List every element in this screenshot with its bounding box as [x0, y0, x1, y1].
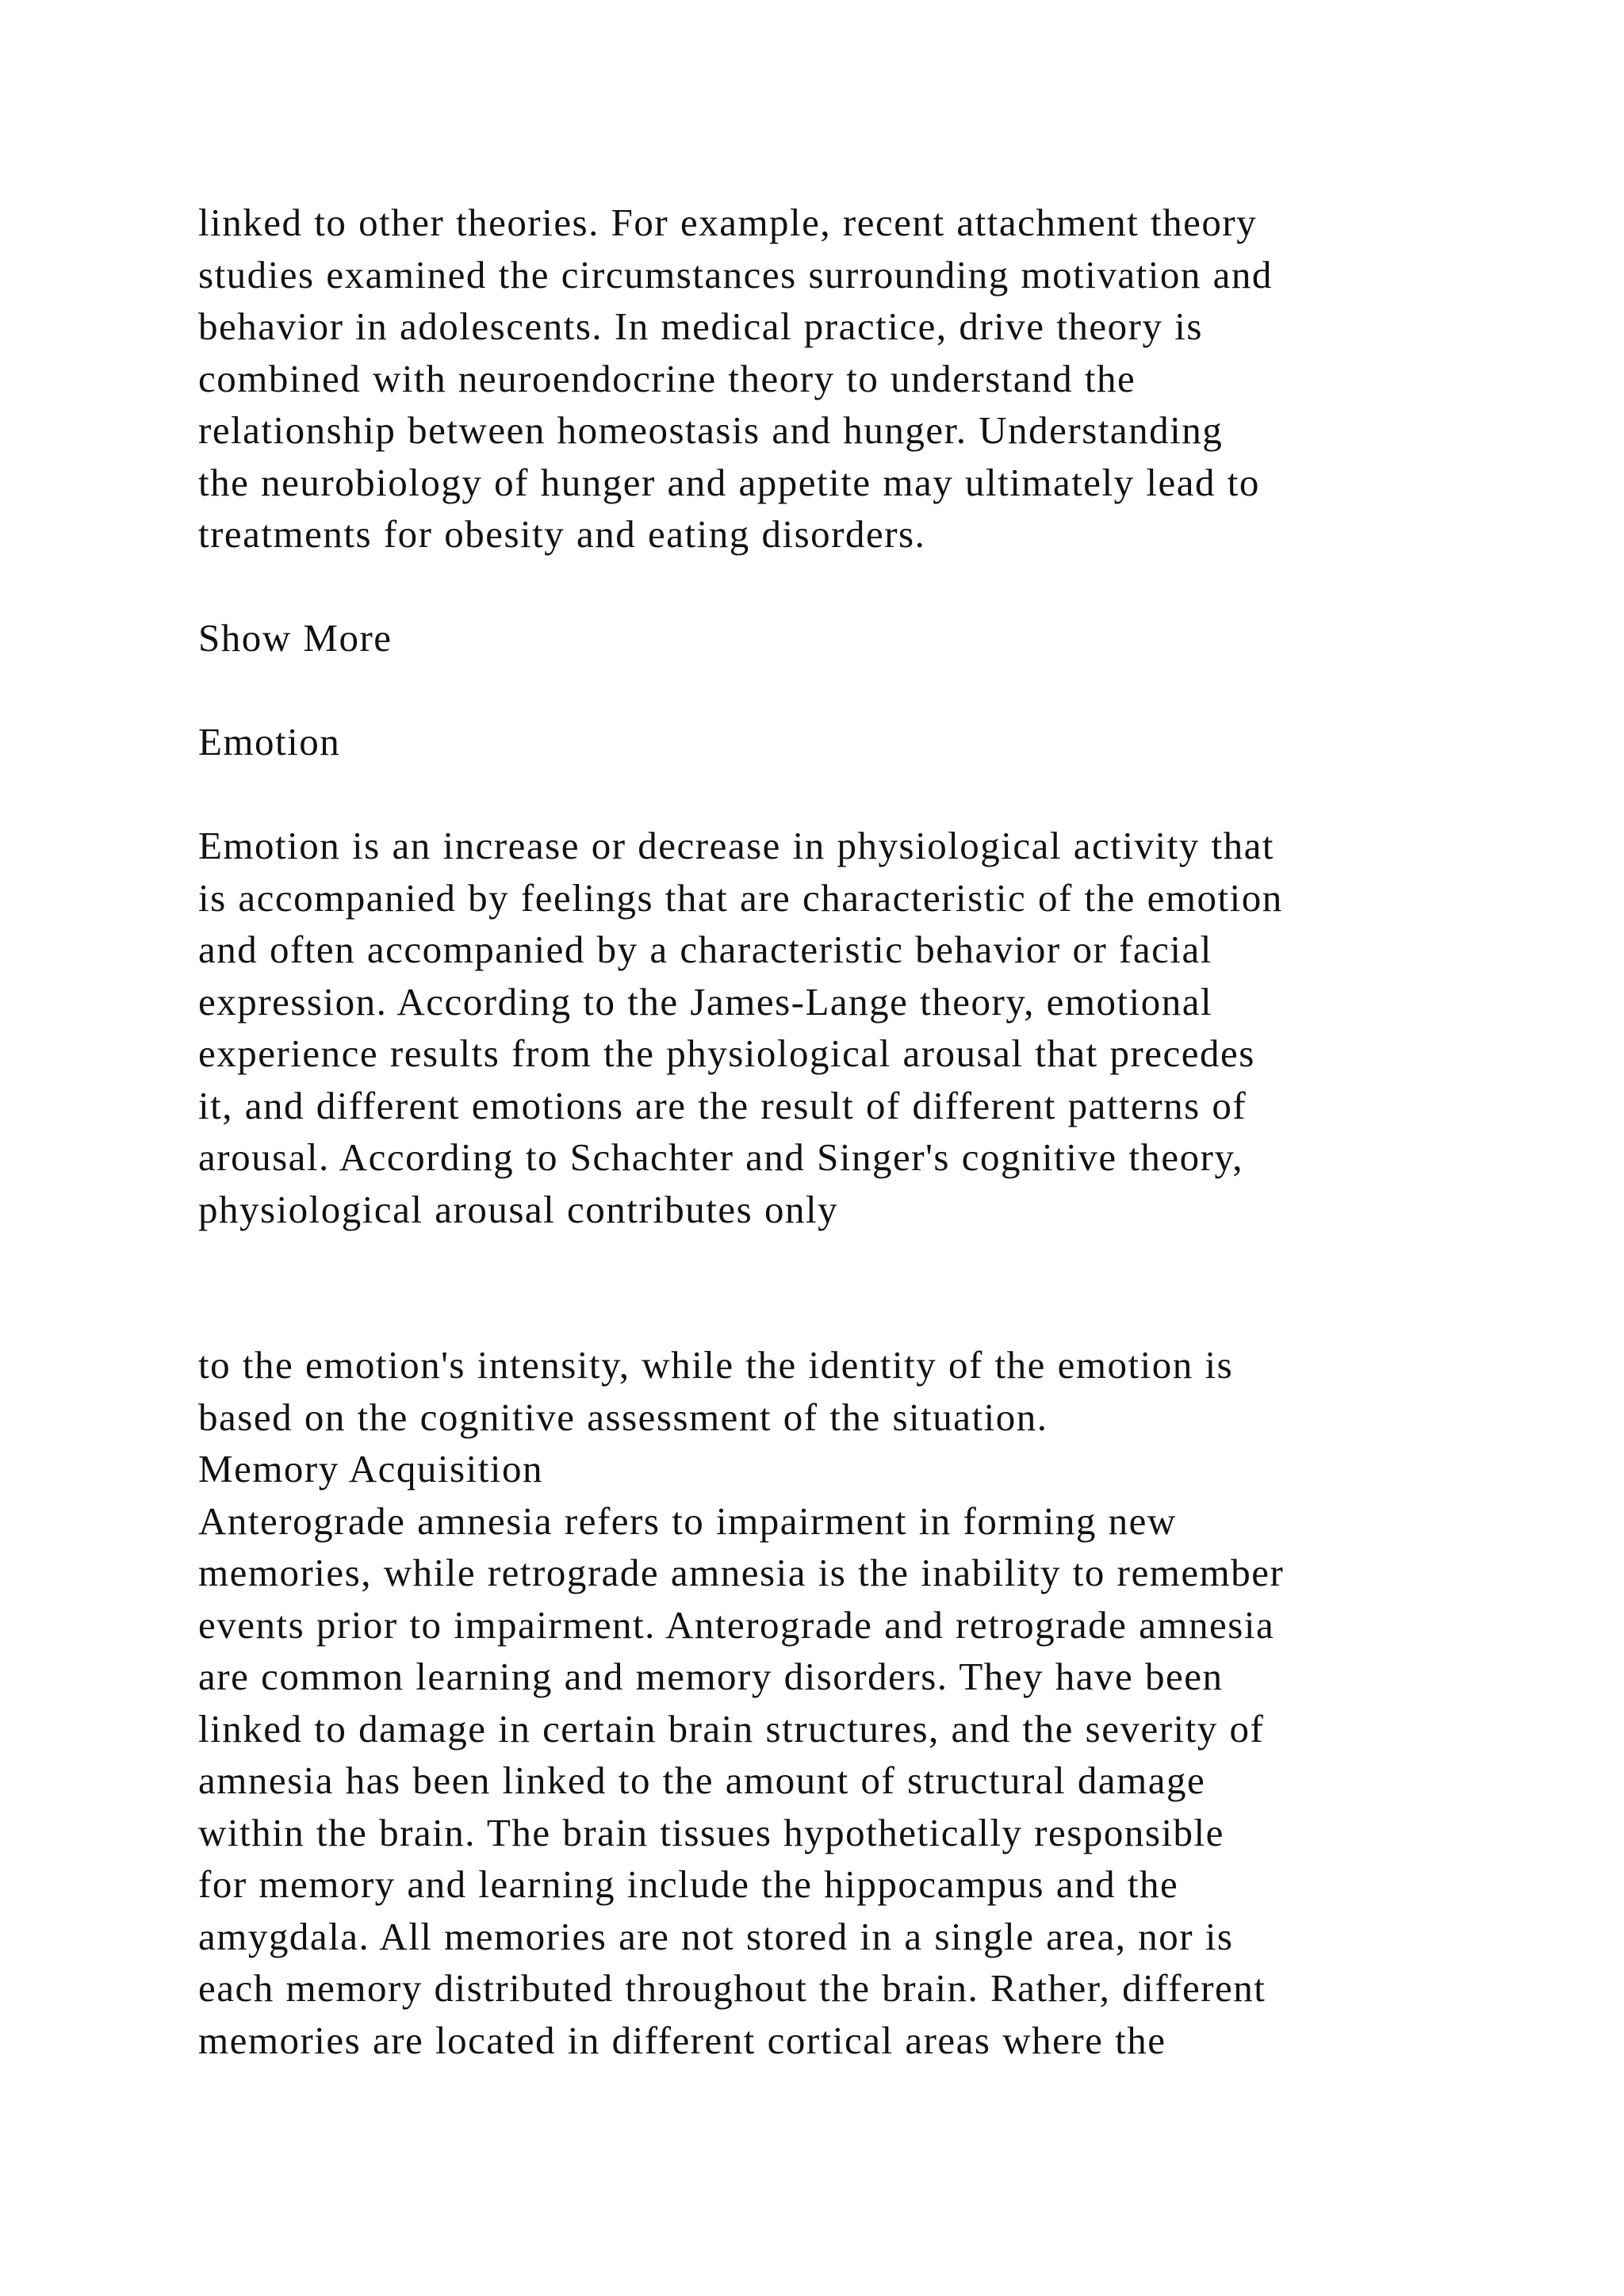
text-line: are common learning and memory disorders. They have been — [198, 1655, 1224, 1698]
text-line: combined with neuroendocrine theory to understand the — [198, 356, 1136, 400]
text-line: amygdala. All memories are not stored in a single area, nor is — [198, 1914, 1234, 1958]
text-line: amnesia has been linked to the amount of structural damage — [198, 1758, 1206, 1802]
text-line: to the emotion's intensity, while the identity of the emotion is — [198, 1343, 1234, 1387]
text-line: and often accompanied by a characteristic behavior or facial — [198, 928, 1212, 971]
text-line: experience results from the physiological arousal that precedes — [198, 1031, 1255, 1075]
heading-text: Emotion — [198, 720, 341, 763]
text-line: Emotion is an increase or decrease in physiological activity that — [198, 824, 1274, 867]
emotion-paragraph — [198, 820, 1507, 1235]
text-line: each memory distributed throughout the brain. Rather, different — [198, 1966, 1266, 2010]
text-line: expression. According to the James-Lange theory, emotional — [198, 979, 1213, 1024]
section-heading-memory-acquisition: Memory Acquisition — [198, 1447, 543, 1490]
continuation-paragraph — [198, 1339, 1507, 2066]
text-line: for memory and learning include the hippocampus and the — [198, 1862, 1179, 1906]
text-line: events prior to impairment. Anterograde and retrograde amnesia — [198, 1602, 1275, 1647]
text-line: Anterograde amnesia refers to impairment in forming new — [198, 1498, 1177, 1543]
intro-paragraph — [198, 197, 1507, 561]
text-line: arousal. According to Schachter and Singer's cognitive theory, — [198, 1135, 1244, 1179]
text-line: linked to damage in certain brain structures, and the severity of — [198, 1706, 1265, 1751]
text-line: physiological arousal contributes only — [198, 1187, 839, 1231]
text-line: treatments for obesity and eating disorders. — [198, 512, 926, 556]
text-line: is accompanied by feelings that are characteristic of the emotion — [198, 875, 1283, 920]
text-line: the neurobiology of hunger and appetite may ultimately lead to — [198, 460, 1260, 504]
text-line: based on the cognitive assessment of the situation. — [198, 1395, 1048, 1439]
section-heading-emotion — [198, 716, 1507, 768]
text-line: memories are located in different cortical areas where the — [198, 2018, 1166, 2062]
show-more-label: Show More — [198, 616, 393, 660]
text-line: within the brain. The brain tissues hypothetically responsible — [198, 1810, 1224, 1854]
text-line: studies examined the circumstances surrounding motivation and — [198, 252, 1273, 297]
show-more-link[interactable] — [198, 612, 1507, 664]
text-line: linked to other theories. For example, recent attachment theory — [198, 201, 1258, 244]
text-line: memories, while retrograde amnesia is the inability to remember — [198, 1551, 1285, 1594]
text-line: it, and different emotions are the result of different patterns of — [198, 1083, 1247, 1127]
text-line: behavior in adolescents. In medical practice, drive theory is — [198, 304, 1203, 348]
text-line: relationship between homeostasis and hunger. Understanding — [198, 408, 1224, 452]
